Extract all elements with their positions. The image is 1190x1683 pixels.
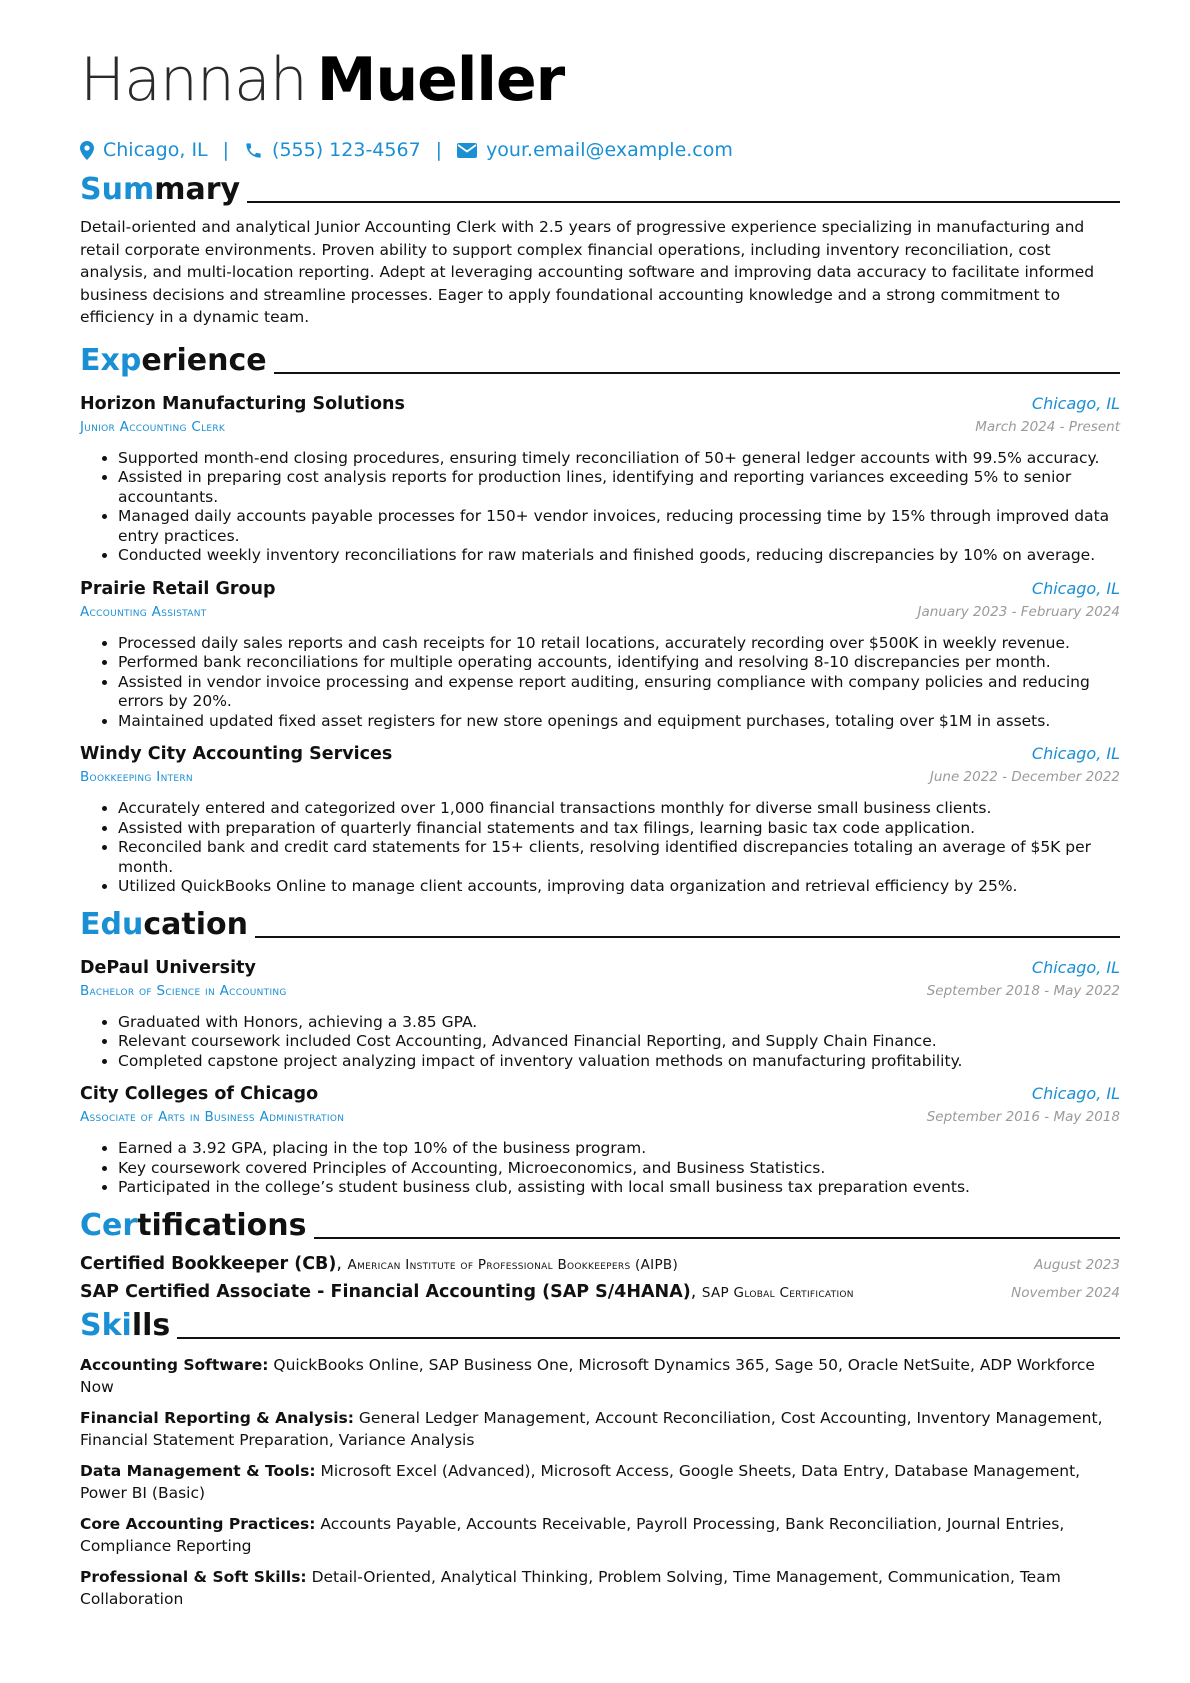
bullet-list (80, 1139, 1120, 1198)
entry-date: September 2016 - May 2018 (926, 1109, 1120, 1125)
bullet-item: • Processed daily sales reports and cash receipts for 10 retail locations, accurately recording over $500K in weekly revenue. (118, 634, 1120, 654)
bullet-item: • Reconciled bank and credit card statements for 15+ clients, resolving identified discrepancies totaling an average of $5K per month. (118, 838, 1120, 877)
section-title-rest: lls (131, 1307, 171, 1343)
certification-item: SAP Certified Associate - Financial Accounting (SAP S/4HANA), SAP Global Certification November 2024 (80, 1281, 1120, 1302)
map-pin-icon (80, 141, 94, 160)
cert-date: November 2024 (1011, 1284, 1120, 1301)
section-title-rest: cation (143, 906, 248, 942)
company-name: Prairie Retail Group (80, 578, 276, 599)
education-heading (80, 901, 1120, 945)
school-name: City Colleges of Chicago (80, 1084, 319, 1104)
skill-row (80, 1513, 1120, 1558)
bullet-list (80, 799, 1120, 897)
entry-date: June 2022 - December 2022 (929, 769, 1120, 785)
bullet-list (80, 634, 1120, 732)
section-title-accent: Cer (80, 1207, 138, 1243)
section-title-rest: erience (141, 342, 267, 378)
skill-row (80, 1566, 1120, 1611)
bullet-list (80, 1013, 1120, 1072)
company-name: Windy City Accounting Services (80, 744, 393, 764)
entry-location: Chicago, IL (1031, 393, 1120, 413)
bullet-item: • Assisted in vendor invoice processing and expense report auditing, ensuring compliance with company policies and reducing errors by 20%. (118, 673, 1120, 712)
cert-issuer: SAP Global Certification (701, 1284, 854, 1301)
email-link[interactable]: your.email@example.com (486, 139, 733, 161)
school-name: DePaul University (80, 957, 256, 978)
section-rule (274, 372, 1120, 374)
skill-items: Microsoft Excel (Advanced), Microsoft Access, Google Sheets, Data Entry, Database Management, Power BI (Basic) (80, 1461, 1081, 1502)
cert-name: Certified Bookkeeper (CB) (80, 1253, 337, 1274)
skill-row (80, 1354, 1120, 1399)
contact-separator: | (435, 139, 443, 161)
section-title-accent: Exp (80, 342, 142, 378)
first-name: Hannah (80, 45, 307, 115)
skill-category: Professional & Soft Skills: (80, 1567, 307, 1586)
skill-category: Financial Reporting & Analysis: (80, 1408, 354, 1427)
degree-title: Bachelor of Science in Accounting (80, 982, 287, 999)
section-rule (255, 936, 1120, 938)
contact-location (80, 139, 208, 161)
bullet-item: • Managed daily accounts payable processes for 150+ vendor invoices, reducing processing time by 15% through improved data entry practices. (118, 507, 1120, 546)
candidate-name (80, 40, 1120, 120)
cert-name: SAP Certified Associate - Financial Accounting (SAP S/4HANA) (80, 1281, 691, 1302)
section-title-accent: Ski (80, 1307, 132, 1343)
entry-location: Chicago, IL (1031, 744, 1120, 763)
section-title-accent: Sum (80, 172, 155, 207)
contact-email[interactable] (457, 139, 733, 161)
resume-page (80, 40, 1120, 1611)
contact-separator: | (222, 139, 230, 161)
job-title: Accounting Assistant (80, 603, 207, 620)
degree-title: Associate of Arts in Business Administration (80, 1109, 345, 1125)
experience-entry (80, 741, 1120, 897)
job-title: Bookkeeping Intern (80, 769, 193, 785)
section-rule (314, 1237, 1120, 1239)
entry-location: Chicago, IL (1031, 957, 1120, 977)
skill-items: General Ledger Management, Account Reconciliation, Cost Accounting, Inventory Management, Financial Statement Preparation, Variance Analysis (80, 1408, 1103, 1449)
cert-issuer: American Institute of Professional Bookkeepers (AIPB) (347, 1256, 679, 1273)
section-title-rest: tifications (137, 1207, 307, 1243)
skill-row (80, 1460, 1120, 1505)
entry-location: Chicago, IL (1031, 1084, 1120, 1103)
experience-entry (80, 391, 1120, 566)
skill-items: Detail-Oriented, Analytical Thinking, Problem Solving, Time Management, Communication, Team Collaboration (80, 1567, 1061, 1608)
entry-location: Chicago, IL (1031, 578, 1120, 598)
bullet-item: • Assisted in preparing cost analysis reports for production lines, identifying and reporting variances exceeding 5% to senior accountants. (118, 468, 1120, 507)
bullet-item: • Earned a 3.92 GPA, placing in the top 10% of the business program. (118, 1139, 1120, 1159)
summary-heading (80, 166, 1120, 210)
bullet-item: • Accurately entered and categorized over 1,000 financial transactions monthly for diverse small business clients. (118, 799, 1120, 819)
bullet-item: • Participated in the college’s student business club, assisting with local small business tax preparation events. (118, 1178, 1120, 1198)
skills-heading (80, 1302, 1120, 1346)
education-entry (80, 1081, 1120, 1198)
bullet-item: • Maintained updated fixed asset registers for new store openings and equipment purchases, totaling over $1M in assets. (118, 712, 1120, 732)
last-name: Mueller (316, 45, 565, 115)
skill-category: Core Accounting Practices: (80, 1514, 316, 1533)
bullet-item: • Utilized QuickBooks Online to manage client accounts, improving data organization and retrieval efficiency by 25%. (118, 877, 1120, 897)
job-title: Junior Accounting Clerk (80, 418, 226, 435)
summary-text: Detail-oriented and analytical Junior Accounting Clerk with 2.5 years of progressive experience specializing in manufacturing and retail corporate environments. Proven ability to support complex financial operations, including inventory reconciliation, cost analysis, and multi-location reporting. Adept at leveraging accounting software and improving data accuracy to facilitate informed business decisions and streamline processes. Eager to apply foundational accounting knowledge and a strong commitment to efficiency in a dynamic team. (80, 218, 1095, 326)
skill-items: Accounts Payable, Accounts Receivable, Payroll Processing, Bank Reconciliation, Journal Entries, Compliance Reporting (80, 1514, 1065, 1555)
section-rule (247, 201, 1120, 203)
certification-item: Certified Bookkeeper (CB), American Institute of Professional Bookkeepers (AIPB) August 2023 (80, 1253, 1120, 1274)
bullet-item: • Key coursework covered Principles of Accounting, Microeconomics, and Business Statistics. (118, 1159, 1120, 1179)
bullet-item: • Completed capstone project analyzing impact of inventory valuation methods on manufacturing profitability. (118, 1052, 1120, 1072)
entry-date: March 2024 - Present (975, 418, 1120, 435)
skill-category: Accounting Software: (80, 1355, 269, 1374)
bullet-item: • Graduated with Honors, achieving a 3.85 GPA. (118, 1013, 1120, 1033)
entry-date: September 2018 - May 2022 (926, 982, 1120, 999)
entry-date: January 2023 - February 2024 (917, 603, 1120, 620)
phone-icon (244, 141, 263, 160)
bullet-list (80, 449, 1120, 566)
phone-text: (555) 123-4567 (272, 139, 421, 161)
bullet-item: • Conducted weekly inventory reconciliations for raw materials and finished goods, reducing discrepancies by 10% on average. (118, 546, 1120, 566)
section-title-accent: Edu (80, 906, 144, 942)
bullet-item: • Performed bank reconciliations for multiple operating accounts, identifying and resolving 8-10 discrepancies per month. (118, 653, 1120, 673)
experience-heading (80, 337, 1120, 381)
bullet-item: • Supported month-end closing procedures, ensuring timely reconciliation of 50+ general ledger accounts with 99.5% accuracy. (118, 449, 1120, 469)
company-name: Horizon Manufacturing Solutions (80, 393, 405, 414)
contact-phone[interactable] (244, 139, 421, 161)
section-title-rest: mary (154, 172, 241, 207)
section-rule (177, 1337, 1120, 1339)
skill-category: Data Management & Tools: (80, 1461, 316, 1480)
certifications-heading (80, 1202, 1120, 1246)
bullet-item: • Relevant coursework included Cost Accounting, Advanced Financial Reporting, and Supply Chain Finance. (118, 1032, 1120, 1052)
education-entry (80, 955, 1120, 1072)
bullet-item: • Assisted with preparation of quarterly financial statements and tax filings, learning basic tax code application. (118, 819, 1120, 839)
cert-date: August 2023 (1034, 1256, 1120, 1273)
location-text: Chicago, IL (103, 139, 208, 161)
experience-entry (80, 576, 1120, 732)
envelope-icon (457, 143, 477, 158)
contact-bar (80, 134, 1120, 166)
skill-row (80, 1407, 1120, 1452)
skill-items: QuickBooks Online, SAP Business One, Microsoft Dynamics 365, Sage 50, Oracle NetSuite, ADP Workforce Now (80, 1355, 1095, 1396)
